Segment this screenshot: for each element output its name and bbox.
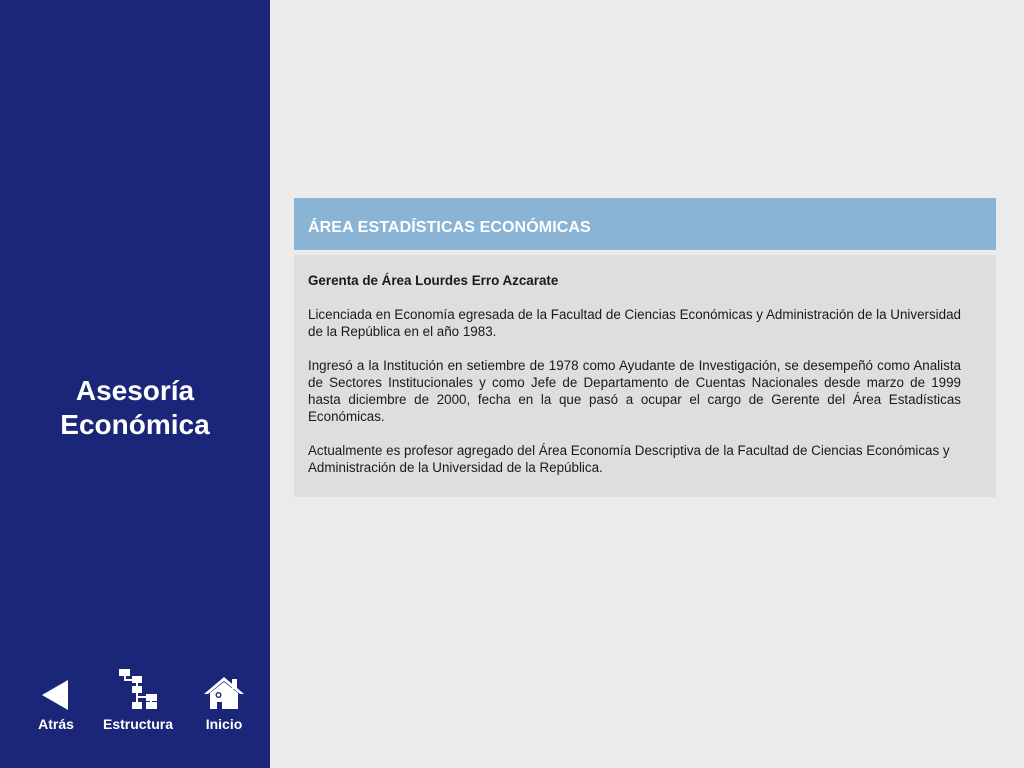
home-button-label: Inicio xyxy=(205,716,243,732)
sidebar-title xyxy=(0,374,270,442)
back-button[interactable] xyxy=(28,680,84,732)
home-button[interactable] xyxy=(196,676,252,732)
bio-paragraph-education: Licenciada en Economía egresada de la Facultad de Ciencias Económicas y Administración de la Universidad de la República en el año 1983. xyxy=(308,307,961,339)
sidebar-title-line2: Económica xyxy=(60,409,210,440)
sidebar-title-line1: Asesoría xyxy=(75,375,195,406)
home-icon xyxy=(204,676,244,709)
org-chart-icon xyxy=(119,669,157,709)
sidebar xyxy=(0,0,270,768)
back-arrow-icon xyxy=(42,680,70,710)
section-title: ÁREA ESTADÍSTICAS ECONÓMICAS xyxy=(308,219,591,236)
content-panel xyxy=(294,255,996,497)
bio-paragraph-career: Ingresó a la Institución en setiembre de 1978 como Ayudante de Investigación, se desempeñó como Analista de Sectores Institucionales y como Jefe de Departamento de Cuentas Nacionales desde marzo de 1999 hasta diciembre de 2000, fecha en la que pasó a ocupar el cargo de Gerente del Área Estadísticas Económicas. xyxy=(308,358,961,424)
structure-button[interactable] xyxy=(98,669,178,732)
section-header xyxy=(294,198,996,250)
back-button-label: Atrás xyxy=(38,716,74,732)
manager-name: Gerenta de Área Lourdes Erro Azcarate xyxy=(308,273,559,288)
bio-paragraph-current: Actualmente es profesor agregado del Área Economía Descriptiva de la Facultad de Ciencias Económicas y Administración de la Universidad de la República. xyxy=(308,443,950,475)
structure-button-label: Estructura xyxy=(102,716,174,732)
